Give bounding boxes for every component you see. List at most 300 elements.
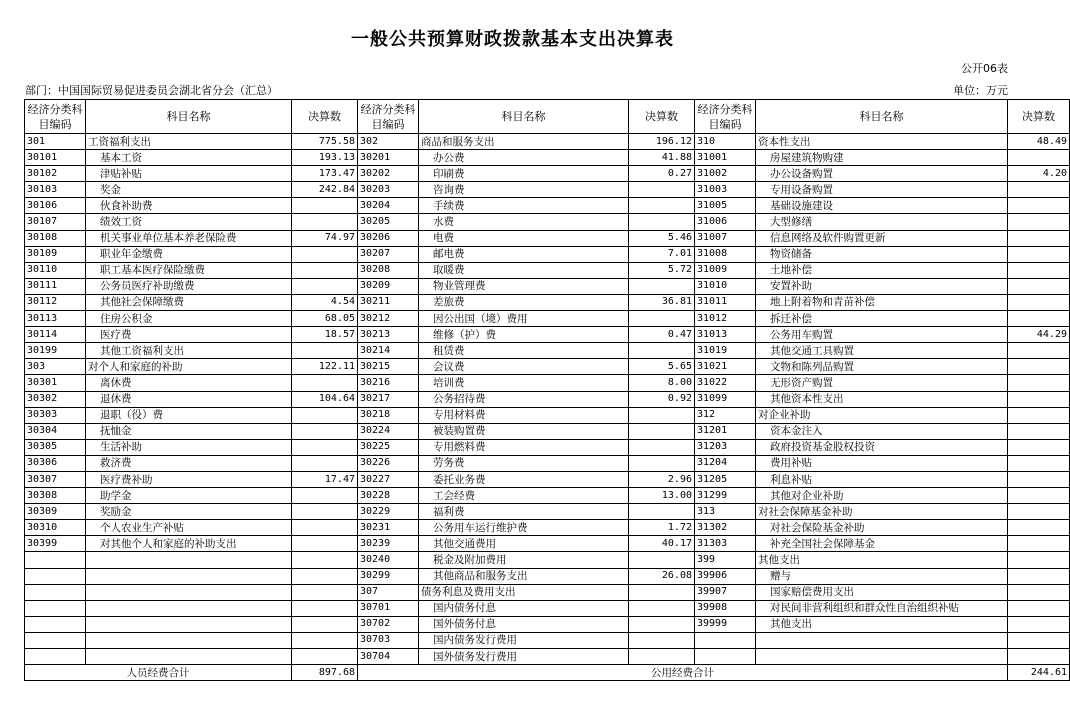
account-code: 31299 (695, 488, 756, 504)
account-name: 资本性支出 (756, 134, 1008, 150)
header-amount-3: 决算数 (1008, 100, 1070, 134)
table-row (25, 520, 1070, 536)
amount-value (292, 343, 358, 359)
amount-value (1008, 584, 1070, 600)
account-code: 30240 (358, 552, 419, 568)
table-row (25, 536, 1070, 552)
amount-value (629, 616, 695, 632)
header-amount-1: 决算数 (292, 100, 358, 134)
account-name: 基础设施建设 (756, 198, 1008, 214)
table-row (25, 230, 1070, 246)
account-name: 退休费 (86, 391, 292, 407)
account-code: 30204 (358, 198, 419, 214)
account-code: 30206 (358, 230, 419, 246)
amount-value (292, 278, 358, 294)
account-name: 邮电费 (419, 246, 629, 262)
account-code: 30217 (358, 391, 419, 407)
table-row (25, 471, 1070, 487)
amount-value: 48.49 (1008, 134, 1070, 150)
account-name: 专用设备购置 (756, 182, 1008, 198)
account-name: 手续费 (419, 198, 629, 214)
table-row (25, 616, 1070, 632)
amount-value: 2.96 (629, 471, 695, 487)
account-code: 31002 (695, 166, 756, 182)
account-code: 30225 (358, 439, 419, 455)
page-title: 一般公共预算财政拨款基本支出决算表 (351, 29, 674, 50)
account-name: 专用材料费 (419, 407, 629, 423)
amount-value: 40.17 (629, 536, 695, 552)
account-code: 307 (358, 584, 419, 600)
account-name: 其他社会保障缴费 (86, 294, 292, 310)
table-row (25, 134, 1070, 150)
account-name: 资本金注入 (756, 423, 1008, 439)
public-total-label: 公用经费合计 (358, 665, 1008, 681)
amount-value (292, 439, 358, 455)
header-code-3: 经济分类科目编码 (695, 100, 756, 134)
amount-value (629, 311, 695, 327)
account-name: 办公费 (419, 150, 629, 166)
account-code (25, 649, 86, 665)
account-name: 办公设备购置 (756, 166, 1008, 182)
account-name: 物业管理费 (419, 278, 629, 294)
account-name: 住房公积金 (86, 311, 292, 327)
amount-value (1008, 616, 1070, 632)
header-name-1: 科目名称 (86, 100, 292, 134)
table-row (25, 150, 1070, 166)
account-code: 30215 (358, 359, 419, 375)
public-total-amount: 244.61 (1008, 665, 1070, 681)
table-row (25, 649, 1070, 665)
account-name: 个人农业生产补贴 (86, 520, 292, 536)
amount-value (292, 407, 358, 423)
account-code: 30211 (358, 294, 419, 310)
amount-value: 17.47 (292, 471, 358, 487)
account-code: 30224 (358, 423, 419, 439)
amount-value: 1.72 (629, 520, 695, 536)
amount-value: 193.13 (292, 150, 358, 166)
expenditure-table (24, 99, 1070, 681)
account-name: 电费 (419, 230, 629, 246)
amount-value (1008, 649, 1070, 665)
amount-value: 5.72 (629, 262, 695, 278)
account-code: 30201 (358, 150, 419, 166)
account-name (86, 649, 292, 665)
account-name: 对个人和家庭的补助 (86, 359, 292, 375)
account-name: 奖励金 (86, 504, 292, 520)
account-code: 30106 (25, 198, 86, 214)
account-name: 其他工资福利支出 (86, 343, 292, 359)
account-name: 大型修缮 (756, 214, 1008, 230)
amount-value: 68.05 (292, 311, 358, 327)
amount-value: 7.01 (629, 246, 695, 262)
account-code: 31007 (695, 230, 756, 246)
amount-value (292, 649, 358, 665)
account-code (25, 568, 86, 584)
account-name: 地上附着物和青苗补偿 (756, 294, 1008, 310)
account-name: 对社会保险基金补助 (756, 520, 1008, 536)
account-name: 其他对企业补助 (756, 488, 1008, 504)
account-code: 30399 (25, 536, 86, 552)
amount-value (1008, 455, 1070, 471)
amount-value (292, 584, 358, 600)
amount-value: 13.00 (629, 488, 695, 504)
account-code: 30701 (358, 600, 419, 616)
account-code (25, 600, 86, 616)
amount-value (292, 246, 358, 262)
account-code: 30307 (25, 471, 86, 487)
account-name: 公务用车购置 (756, 327, 1008, 343)
account-name: 国外债务发行费用 (419, 649, 629, 665)
account-code: 30102 (25, 166, 86, 182)
account-name: 国内债务付息 (419, 600, 629, 616)
amount-value (629, 600, 695, 616)
account-name: 信息网络及软件购置更新 (756, 230, 1008, 246)
amount-value (292, 455, 358, 471)
account-code: 31021 (695, 359, 756, 375)
account-name: 绩效工资 (86, 214, 292, 230)
amount-value (292, 568, 358, 584)
account-name: 房屋建筑物购建 (756, 150, 1008, 166)
table-row (25, 455, 1070, 471)
account-code: 30101 (25, 150, 86, 166)
amount-value (629, 182, 695, 198)
account-name: 拆迁补偿 (756, 311, 1008, 327)
unit-label: 单位：万元 (953, 84, 1008, 97)
table-row (25, 584, 1070, 600)
header-name-2: 科目名称 (419, 100, 629, 134)
amount-value (629, 214, 695, 230)
account-name: 租赁费 (419, 343, 629, 359)
amount-value (292, 214, 358, 230)
account-name: 抚恤金 (86, 423, 292, 439)
account-code: 31205 (695, 471, 756, 487)
account-name: 其他交通工具购置 (756, 343, 1008, 359)
account-code: 30299 (358, 568, 419, 584)
amount-value (1008, 311, 1070, 327)
table-row (25, 246, 1070, 262)
account-code: 31303 (695, 536, 756, 552)
account-name: 水费 (419, 214, 629, 230)
amount-value (1008, 230, 1070, 246)
account-name: 救济费 (86, 455, 292, 471)
account-code: 30703 (358, 632, 419, 648)
account-name: 国内债务发行费用 (419, 632, 629, 648)
amount-value (1008, 262, 1070, 278)
account-code: 30228 (358, 488, 419, 504)
account-name: 生活补助 (86, 439, 292, 455)
account-name: 其他支出 (756, 616, 1008, 632)
account-code: 31099 (695, 391, 756, 407)
account-code (25, 584, 86, 600)
account-name (756, 632, 1008, 648)
account-name: 咨询费 (419, 182, 629, 198)
amount-value (1008, 198, 1070, 214)
amount-value (292, 600, 358, 616)
amount-value: 18.57 (292, 327, 358, 343)
account-code: 30209 (358, 278, 419, 294)
amount-value (1008, 150, 1070, 166)
account-code: 30110 (25, 262, 86, 278)
account-code: 30309 (25, 504, 86, 520)
amount-value (292, 616, 358, 632)
account-code: 30214 (358, 343, 419, 359)
table-row (25, 278, 1070, 294)
account-code: 30212 (358, 311, 419, 327)
account-name: 基本工资 (86, 150, 292, 166)
table-row (25, 391, 1070, 407)
amount-value (292, 375, 358, 391)
account-name (86, 632, 292, 648)
account-name (86, 552, 292, 568)
amount-value: 775.58 (292, 134, 358, 150)
amount-value (1008, 182, 1070, 198)
account-name: 商品和服务支出 (419, 134, 629, 150)
amount-value (1008, 552, 1070, 568)
account-code: 31008 (695, 246, 756, 262)
account-code: 31203 (695, 439, 756, 455)
account-code: 30310 (25, 520, 86, 536)
account-code: 30308 (25, 488, 86, 504)
account-name: 因公出国（境）费用 (419, 311, 629, 327)
account-code: 30111 (25, 278, 86, 294)
account-code: 30231 (358, 520, 419, 536)
amount-value (1008, 375, 1070, 391)
account-name: 对企业补助 (756, 407, 1008, 423)
account-code: 39999 (695, 616, 756, 632)
account-code: 301 (25, 134, 86, 150)
account-name: 公务员医疗补助缴费 (86, 278, 292, 294)
amount-value (292, 520, 358, 536)
account-name: 国家赔偿费用支出 (756, 584, 1008, 600)
amount-value (1008, 504, 1070, 520)
account-name: 福利费 (419, 504, 629, 520)
account-name: 专用燃料费 (419, 439, 629, 455)
account-name: 税金及附加费用 (419, 552, 629, 568)
table-row (25, 327, 1070, 343)
table-row (25, 311, 1070, 327)
account-code: 31009 (695, 262, 756, 278)
table-row (25, 552, 1070, 568)
account-code: 30302 (25, 391, 86, 407)
amount-value (629, 343, 695, 359)
amount-value (629, 407, 695, 423)
account-name: 对其他个人和家庭的补助支出 (86, 536, 292, 552)
amount-value (1008, 471, 1070, 487)
account-name: 退职（役）费 (86, 407, 292, 423)
account-name: 取暖费 (419, 262, 629, 278)
table-row (25, 632, 1070, 648)
account-name: 培训费 (419, 375, 629, 391)
account-code: 31204 (695, 455, 756, 471)
account-code: 30239 (358, 536, 419, 552)
amount-value (292, 504, 358, 520)
amount-value: 196.12 (629, 134, 695, 150)
account-name (86, 584, 292, 600)
account-name: 对民间非营利组织和群众性自治组织补贴 (756, 600, 1008, 616)
account-name: 土地补偿 (756, 262, 1008, 278)
account-code: 30199 (25, 343, 86, 359)
amount-value: 5.46 (629, 230, 695, 246)
amount-value (629, 439, 695, 455)
account-name: 助学金 (86, 488, 292, 504)
account-code (695, 632, 756, 648)
table-row (25, 166, 1070, 182)
account-code: 30218 (358, 407, 419, 423)
table-row (25, 359, 1070, 375)
account-name: 费用补贴 (756, 455, 1008, 471)
amount-value: 8.00 (629, 375, 695, 391)
amount-value (629, 455, 695, 471)
account-name: 机关事业单位基本养老保险费 (86, 230, 292, 246)
account-code: 30103 (25, 182, 86, 198)
account-name: 职业年金缴费 (86, 246, 292, 262)
account-name: 其他资本性支出 (756, 391, 1008, 407)
account-code: 303 (25, 359, 86, 375)
account-code (25, 632, 86, 648)
header-row (25, 100, 1070, 134)
account-code: 30109 (25, 246, 86, 262)
account-code: 31003 (695, 182, 756, 198)
account-code: 30304 (25, 423, 86, 439)
account-code: 30208 (358, 262, 419, 278)
form-number: 公开06表 (961, 62, 1008, 75)
account-name (756, 649, 1008, 665)
account-code: 302 (358, 134, 419, 150)
account-name: 委托业务费 (419, 471, 629, 487)
account-name: 债务利息及费用支出 (419, 584, 629, 600)
amount-value (1008, 632, 1070, 648)
amount-value (292, 536, 358, 552)
amount-value (292, 198, 358, 214)
table-row (25, 343, 1070, 359)
amount-value: 104.64 (292, 391, 358, 407)
account-code: 30107 (25, 214, 86, 230)
amount-value (1008, 520, 1070, 536)
amount-value: 5.65 (629, 359, 695, 375)
account-code: 39906 (695, 568, 756, 584)
account-name: 被装购置费 (419, 423, 629, 439)
account-name: 赠与 (756, 568, 1008, 584)
account-code (695, 649, 756, 665)
account-code: 30213 (358, 327, 419, 343)
account-name: 对社会保障基金补助 (756, 504, 1008, 520)
table-row (25, 568, 1070, 584)
amount-value (1008, 343, 1070, 359)
account-code: 31302 (695, 520, 756, 536)
account-code: 30207 (358, 246, 419, 262)
account-code: 31010 (695, 278, 756, 294)
account-code: 312 (695, 407, 756, 423)
amount-value (629, 423, 695, 439)
account-name: 国外债务付息 (419, 616, 629, 632)
account-code: 30114 (25, 327, 86, 343)
account-name: 职工基本医疗保险缴费 (86, 262, 292, 278)
header-name-3: 科目名称 (756, 100, 1008, 134)
amount-value: 4.20 (1008, 166, 1070, 182)
amount-value: 0.47 (629, 327, 695, 343)
table-row (25, 423, 1070, 439)
amount-value: 26.08 (629, 568, 695, 584)
amount-value (629, 198, 695, 214)
amount-value (292, 262, 358, 278)
account-name: 会议费 (419, 359, 629, 375)
account-code (25, 616, 86, 632)
header-code-1: 经济分类科目编码 (25, 100, 86, 134)
account-code: 30205 (358, 214, 419, 230)
account-code: 30306 (25, 455, 86, 471)
account-name: 差旅费 (419, 294, 629, 310)
amount-value (1008, 278, 1070, 294)
amount-value (1008, 359, 1070, 375)
account-code: 30112 (25, 294, 86, 310)
totals-row (25, 665, 1070, 681)
account-name: 其他商品和服务支出 (419, 568, 629, 584)
account-name: 医疗费 (86, 327, 292, 343)
table-row (25, 294, 1070, 310)
account-code: 30704 (358, 649, 419, 665)
account-name: 公务招待费 (419, 391, 629, 407)
table-row (25, 214, 1070, 230)
personnel-total-amount: 897.68 (292, 665, 358, 681)
account-name (86, 616, 292, 632)
account-code: 30108 (25, 230, 86, 246)
amount-value (1008, 439, 1070, 455)
account-code: 30226 (358, 455, 419, 471)
account-name: 离休费 (86, 375, 292, 391)
amount-value (1008, 407, 1070, 423)
account-code: 30113 (25, 311, 86, 327)
amount-value: 0.92 (629, 391, 695, 407)
account-name: 工会经费 (419, 488, 629, 504)
account-name: 奖金 (86, 182, 292, 198)
amount-value (1008, 536, 1070, 552)
header-amount-2: 决算数 (629, 100, 695, 134)
account-code: 399 (695, 552, 756, 568)
account-code: 31001 (695, 150, 756, 166)
amount-value: 4.54 (292, 294, 358, 310)
amount-value (292, 632, 358, 648)
account-name: 物资储备 (756, 246, 1008, 262)
account-code: 31005 (695, 198, 756, 214)
account-code: 31006 (695, 214, 756, 230)
amount-value (1008, 488, 1070, 504)
table-row (25, 600, 1070, 616)
account-name: 印刷费 (419, 166, 629, 182)
account-name: 劳务费 (419, 455, 629, 471)
amount-value: 41.88 (629, 150, 695, 166)
account-code: 30227 (358, 471, 419, 487)
table-row (25, 439, 1070, 455)
amount-value (1008, 568, 1070, 584)
amount-value (629, 632, 695, 648)
account-name: 其他支出 (756, 552, 1008, 568)
account-code: 31019 (695, 343, 756, 359)
account-name: 公务用车运行维护费 (419, 520, 629, 536)
account-code: 39907 (695, 584, 756, 600)
amount-value (1008, 423, 1070, 439)
account-name: 工资福利支出 (86, 134, 292, 150)
amount-value (292, 552, 358, 568)
amount-value: 36.81 (629, 294, 695, 310)
amount-value (292, 423, 358, 439)
account-name: 津贴补贴 (86, 166, 292, 182)
account-name: 补充全国社会保障基金 (756, 536, 1008, 552)
account-code: 31201 (695, 423, 756, 439)
account-name: 利息补贴 (756, 471, 1008, 487)
account-code: 31022 (695, 375, 756, 391)
account-code (25, 552, 86, 568)
account-name: 安置补助 (756, 278, 1008, 294)
